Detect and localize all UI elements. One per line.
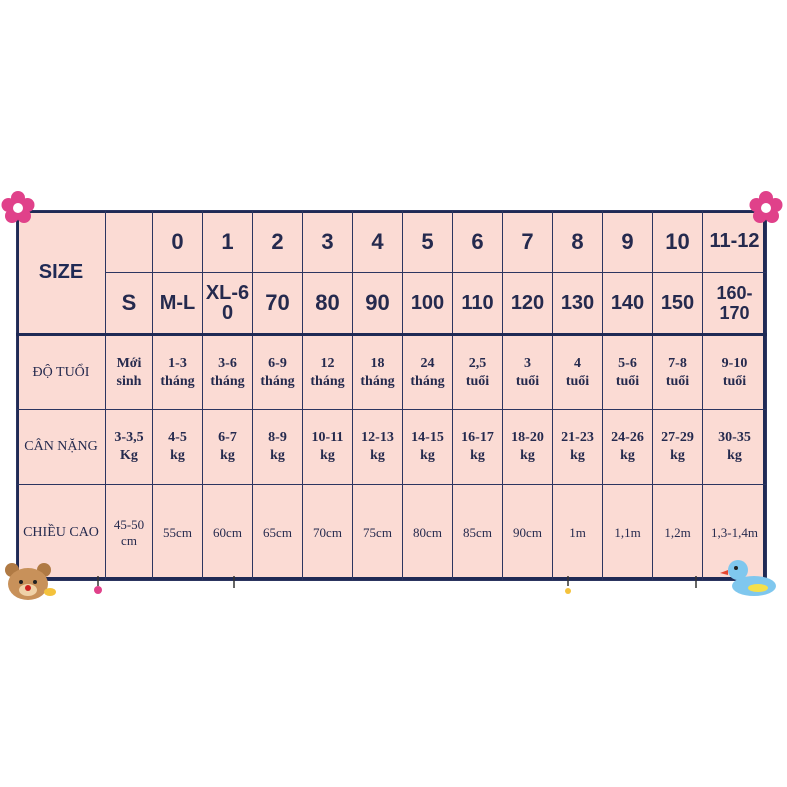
height-cell: 55cm <box>153 485 203 581</box>
size-code: 6 <box>453 211 503 273</box>
size-alt: 100 <box>403 273 453 335</box>
age-cell: 4 tuổi <box>553 335 603 410</box>
flower-icon <box>0 190 36 226</box>
size-code: 0 <box>153 211 203 273</box>
age-cell: 9-10 tuổi <box>703 335 767 410</box>
height-cell: 60cm <box>203 485 253 581</box>
height-cell: 65cm <box>253 485 303 581</box>
size-code: 9 <box>603 211 653 273</box>
size-code: 8 <box>553 211 603 273</box>
age-cell: 12 tháng <box>303 335 353 410</box>
duck-icon <box>718 556 778 596</box>
age-cell: Mới sinh <box>106 335 153 410</box>
age-label: ĐỘ TUỔI <box>17 335 106 410</box>
weight-cell: 4-5 kg <box>153 410 203 485</box>
height-cell: 70cm <box>303 485 353 581</box>
weight-cell: 24-26 kg <box>603 410 653 485</box>
size-alt: 130 <box>553 273 603 335</box>
height-cell: 1,1m <box>603 485 653 581</box>
weight-cell: 3-3,5 Kg <box>106 410 153 485</box>
age-row <box>17 335 767 410</box>
size-code-row <box>17 211 767 273</box>
hanger-icon <box>558 574 578 596</box>
size-alt: S <box>106 273 153 335</box>
age-cell: 3 tuổi <box>503 335 553 410</box>
size-code: 10 <box>653 211 703 273</box>
size-header-cell <box>17 211 106 335</box>
size-alt: XL-60 <box>203 273 253 335</box>
age-cell: 24 tháng <box>403 335 453 410</box>
age-cell: 1-3 tháng <box>153 335 203 410</box>
size-alt: 140 <box>603 273 653 335</box>
size-alt: 160-170 <box>703 273 767 335</box>
weight-cell: 27-29 kg <box>653 410 703 485</box>
height-cell: 75cm <box>353 485 403 581</box>
size-code: 1 <box>203 211 253 273</box>
height-cell: 90cm <box>503 485 553 581</box>
size-alt: 90 <box>353 273 403 335</box>
age-cell: 5-6 tuổi <box>603 335 653 410</box>
hanger-icon <box>686 574 706 596</box>
size-alt: 80 <box>303 273 353 335</box>
weight-cell: 8-9 kg <box>253 410 303 485</box>
size-chart-table <box>16 210 767 581</box>
weight-row <box>17 410 767 485</box>
size-code: 4 <box>353 211 403 273</box>
size-label: SIZE <box>38 260 84 283</box>
height-cell: 1,2m <box>653 485 703 581</box>
height-cell: 80cm <box>403 485 453 581</box>
size-alt: 120 <box>503 273 553 335</box>
size-code: 3 <box>303 211 353 273</box>
age-cell: 7-8 tuổi <box>653 335 703 410</box>
hanger-icon <box>88 574 108 596</box>
height-row <box>17 485 767 581</box>
size-code: 5 <box>403 211 453 273</box>
weight-cell: 16-17 kg <box>453 410 503 485</box>
weight-label: CÂN NẶNG <box>17 410 106 485</box>
weight-cell: 10-11 kg <box>303 410 353 485</box>
height-cell: 45-50 cm <box>106 485 153 581</box>
height-cell: 1m <box>553 485 603 581</box>
size-code: 7 <box>503 211 553 273</box>
age-cell: 6-9 tháng <box>253 335 303 410</box>
teddy-bear-icon <box>0 560 60 600</box>
weight-cell: 21-23 kg <box>553 410 603 485</box>
size-empty-cell <box>106 211 153 273</box>
flower-icon <box>748 190 784 226</box>
weight-cell: 14-15 kg <box>403 410 453 485</box>
weight-cell: 30-35 kg <box>703 410 767 485</box>
weight-cell: 12-13 kg <box>353 410 403 485</box>
weight-cell: 6-7 kg <box>203 410 253 485</box>
weight-cell: 18-20 kg <box>503 410 553 485</box>
age-cell: 2,5 tuổi <box>453 335 503 410</box>
height-cell: 85cm <box>453 485 503 581</box>
size-alt: M-L <box>153 273 203 335</box>
height-label: CHIỀU CAO <box>17 485 106 581</box>
height-cell: 1,3-1,4m <box>703 485 767 581</box>
size-alt: 70 <box>253 273 303 335</box>
size-alt: 110 <box>453 273 503 335</box>
size-alt: 150 <box>653 273 703 335</box>
size-code: 2 <box>253 211 303 273</box>
size-code: 11-12 <box>703 211 767 273</box>
age-cell: 18 tháng <box>353 335 403 410</box>
size-alt-row <box>17 273 767 335</box>
hanger-icon <box>224 574 244 596</box>
age-cell: 3-6 tháng <box>203 335 253 410</box>
